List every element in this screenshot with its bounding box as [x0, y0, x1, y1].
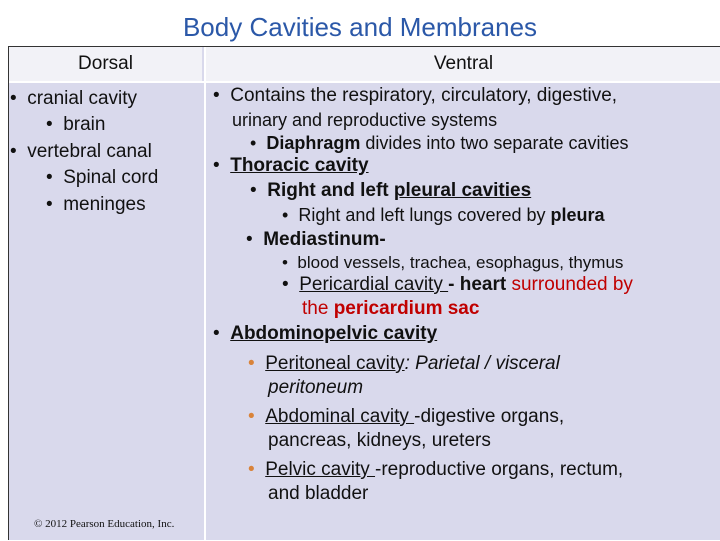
ventral-vessels: • blood vessels, trachea, esophagus, thymus — [282, 253, 624, 272]
ventral-pericardial: • Pericardial cavity - heart surrounded by — [282, 274, 633, 295]
dorsal-header: Dorsal — [9, 47, 202, 81]
column-divider — [204, 47, 206, 541]
ventral-lungs: • Right and left lungs covered by pleura — [282, 205, 605, 225]
header-divider — [9, 81, 720, 83]
ventral-diaphragm: • Diaphragm divides into two separate cavities — [250, 133, 629, 153]
ventral-pleural: • Right and left pleural cavities — [250, 180, 532, 201]
dorsal-item-vertebral: • vertebral canal — [10, 141, 152, 162]
copyright: © 2012 Pearson Education, Inc. — [34, 518, 175, 530]
ventral-pancreas: pancreas, kidneys, ureters — [268, 430, 491, 451]
ventral-header: Ventral — [206, 47, 720, 81]
ventral-peritoneal: • Peritoneal cavity: Parietal / visceral — [248, 353, 560, 374]
dorsal-subitem-meninges: • meninges — [46, 194, 146, 215]
ventral-contains: • Contains the respiratory, circulatory, digestive, — [213, 85, 618, 106]
ventral-thoracic: • Thoracic cavity — [213, 155, 369, 176]
ventral-pericardium: the pericardium sac — [302, 298, 480, 319]
ventral-contains-line2: urinary and reproductive systems — [232, 110, 498, 130]
ventral-bladder: and bladder — [268, 483, 369, 504]
dorsal-subitem-spinal: • Spinal cord — [46, 167, 159, 188]
ventral-mediastinum: • Mediastinum- — [246, 229, 386, 250]
ventral-abdominopelvic: • Abdominopelvic cavity — [213, 323, 438, 344]
ventral-abdominal: • Abdominal cavity -digestive organs, — [248, 406, 565, 427]
dorsal-subitem-brain: • brain — [46, 114, 106, 135]
ventral-pelvic: • Pelvic cavity -reproductive organs, rectum, — [248, 459, 624, 480]
page-title: Body Cavities and Membranes — [182, 12, 538, 42]
ventral-peritoneum: peritoneum — [268, 377, 364, 398]
dorsal-item-cranial: • cranial cavity — [10, 88, 138, 109]
